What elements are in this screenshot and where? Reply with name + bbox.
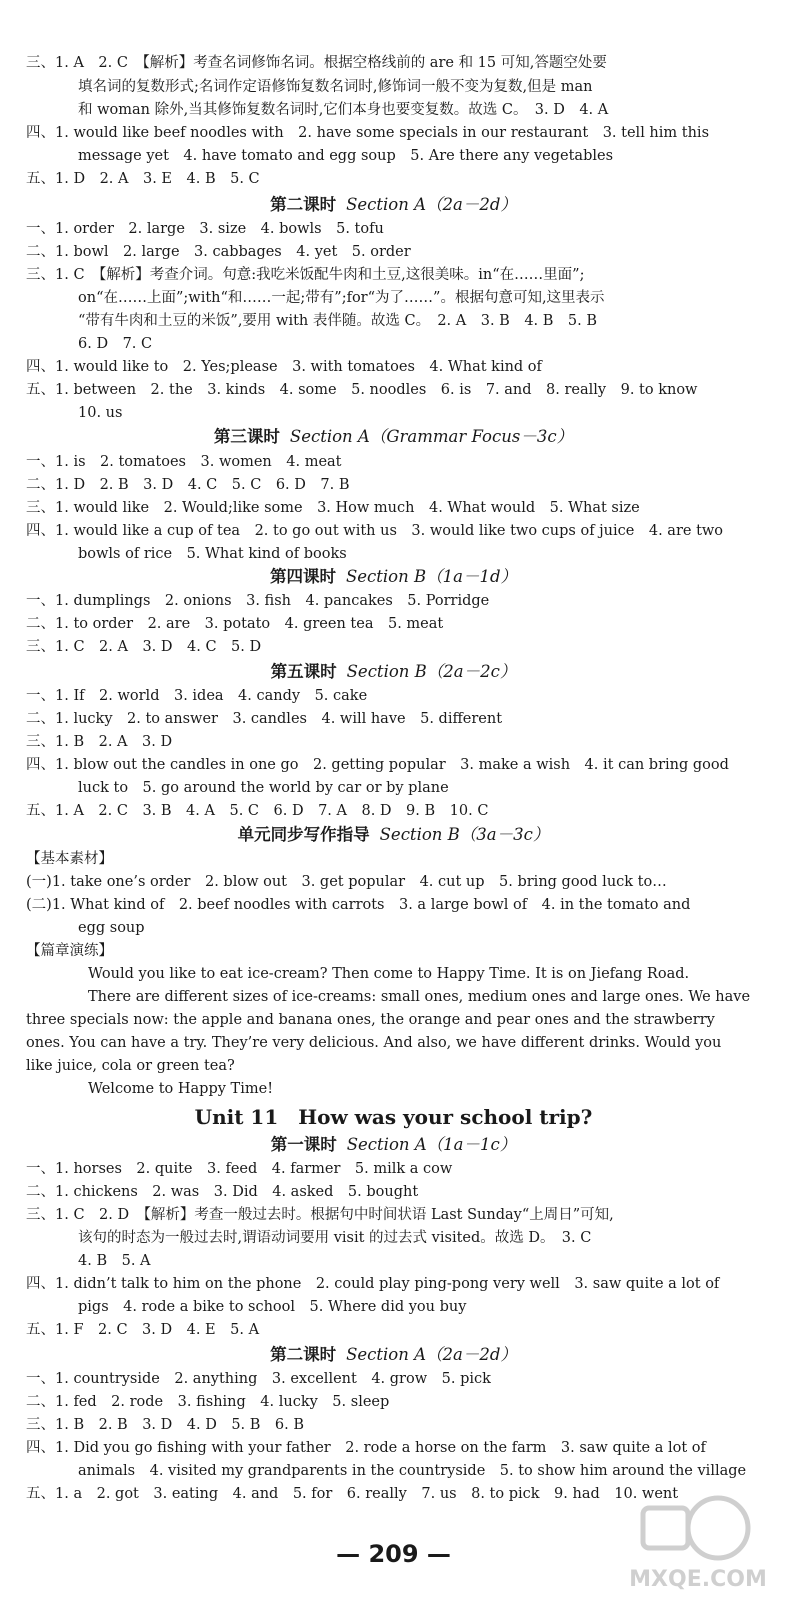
answer-line: 五、1. a 2. got 3. eating 4. and 5. for 6. really 7. us 8. to pick 9. had 10. went	[26, 1486, 679, 1502]
watermark-logo	[623, 1478, 773, 1596]
answer-line: 一、1. countryside 2. anything 3. excellent 4. grow 5. pick	[26, 1371, 491, 1387]
lesson-section: Section A（Grammar Focus－3c）	[289, 427, 574, 446]
lesson-title: 第四课时	[269, 567, 336, 586]
answer-line: 四、1. would like beef noodles with 2. have some specials in our restaurant 3. tell him this	[26, 125, 710, 141]
lesson-title: 第五课时	[270, 662, 337, 681]
answer-line: animals 4. visited my grandparents in the countryside 5. to show him around the village	[78, 1463, 747, 1479]
answer-line: 五、1. A 2. C 3. B 4. A 5. C 6. D 7. A 8. D 9. B 10. C	[26, 803, 489, 819]
answer-line: (二)1. What kind of 2. beef noodles with carrots 3. a large bowl of 4. in the tomato and	[26, 897, 691, 913]
lesson-section: Section A（1a－1c）	[346, 1135, 517, 1154]
lesson-section: Section A（2a－2d）	[346, 195, 517, 214]
lesson-title: 第三课时	[213, 427, 280, 446]
watermark-text: MXQE.COM	[629, 1567, 767, 1592]
answer-line: “带有牛肉和土豆的米饭”,要用 with 表伴随。故选 C。 2. A 3. B 4. B 5. B	[78, 313, 598, 329]
answer-line: (一)1. take one’s order 2. blow out 3. get popular 4. cut up 5. bring good luck to…	[26, 874, 667, 890]
answer-line: 一、1. is 2. tomatoes 3. women 4. meat	[26, 454, 342, 470]
answer-line: 二、1. bowl 2. large 3. cabbages 4. yet 5. order	[26, 244, 411, 260]
answer-line: 填名词的复数形式;名词作定语修饰复数名词时,修饰词一般不变为复数,但是 man	[78, 79, 593, 95]
answer-line: 一、1. dumplings 2. onions 3. fish 4. pancakes 5. Porridge	[26, 593, 490, 609]
answer-line: 10. us	[78, 405, 123, 421]
lesson-title: 第二课时	[270, 1345, 337, 1364]
lesson-section: Section B（2a－2c）	[346, 662, 517, 681]
answer-line: on“在……上面”;with“和……一起;带有”;for“为了……”。根据句意可知,这里表示	[78, 290, 605, 306]
answer-line: 该句的时态为一般过去时,谓语动词要用 visit 的过去式 visited。故选 D。 3. C	[78, 1230, 592, 1246]
lesson-section: Section A（2a－2d）	[346, 1345, 517, 1364]
answer-line: 三、1. B 2. A 3. D	[26, 734, 173, 750]
lesson-title: 单元同步写作指导	[237, 825, 370, 844]
answer-line: 五、1. between 2. the 3. kinds 4. some 5. noodles 6. is 7. and 8. really 9. to know	[26, 382, 698, 398]
answer-line: 三、1. B 2. B 3. D 4. D 5. B 6. B	[26, 1417, 305, 1433]
essay-line: Welcome to Happy Time!	[88, 1081, 274, 1097]
answer-line: 二、1. chickens 2. was 3. Did 4. asked 5. bought	[26, 1184, 419, 1200]
answer-line: 三、1. A 2. C 【解析】考查名词修饰名词。根据空格线前的 are 和 15 可知,答题空处要	[26, 55, 607, 71]
answer-line: 三、1. C 【解析】考查介词。句意:我吃米饭配牛肉和土豆,这很美味。in“在……里面”;	[26, 267, 585, 283]
lesson-heading	[0, 1342, 787, 1368]
answer-line: 四、1. would like to 2. Yes;please 3. with tomatoes 4. What kind of	[26, 359, 542, 375]
lesson-heading	[0, 1132, 787, 1158]
answer-line: 二、1. D 2. B 3. D 4. C 5. C 6. D 7. B	[26, 477, 350, 493]
lesson-section: Section B（3a－3c）	[379, 825, 550, 844]
answer-line: bowls of rice 5. What kind of books	[78, 546, 347, 562]
answer-line: 二、1. lucky 2. to answer 3. candles 4. will have 5. different	[26, 711, 503, 727]
answer-line: 四、1. didn’t talk to him on the phone 2. could play ping-pong very well 3. saw quite a lot of	[26, 1276, 720, 1292]
section-label: 【篇章演练】	[26, 943, 113, 959]
essay-line: three specials now: the apple and banana ones, the orange and pear ones and the strawberry	[26, 1012, 715, 1028]
answer-line: 五、1. F 2. C 3. D 4. E 5. A	[26, 1322, 260, 1338]
lesson-heading	[0, 822, 787, 848]
answer-line: luck to 5. go around the world by car or by plane	[78, 780, 449, 796]
answer-line: 和 woman 除外,当其修饰复数名词时,它们本身也要变复数。故选 C。 3. D 4. A	[78, 102, 609, 118]
lesson-heading	[0, 659, 787, 685]
answer-line: 五、1. D 2. A 3. E 4. B 5. C	[26, 171, 260, 187]
answer-line: 四、1. blow out the candles in one go 2. getting popular 3. make a wish 4. it can bring good	[26, 757, 729, 773]
answer-line: 四、1. Did you go fishing with your father 2. rode a horse on the farm 3. saw quite a lot of	[26, 1440, 706, 1456]
lesson-title: 第一课时	[270, 1135, 337, 1154]
answer-line: 二、1. fed 2. rode 3. fishing 4. lucky 5. sleep	[26, 1394, 390, 1410]
answer-line: 一、1. order 2. large 3. size 4. bowls 5. tofu	[26, 221, 384, 237]
answer-line: pigs 4. rode a bike to school 5. Where did you buy	[78, 1299, 467, 1315]
answer-line: 三、1. C 2. A 3. D 4. C 5. D	[26, 639, 262, 655]
essay-line: ones. You can have a try. They’re very delicious. And also, we have different drinks. Would you	[26, 1035, 722, 1051]
lesson-heading	[0, 192, 787, 218]
essay-line: There are different sizes of ice-creams: small ones, medium ones and large ones. We have	[88, 989, 751, 1005]
lesson-title: 第二课时	[270, 195, 337, 214]
answer-line: 三、1. C 2. D 【解析】考查一般过去时。根据句中时间状语 Last Sunday“上周日”可知,	[26, 1207, 614, 1223]
lesson-section: Section B（1a－1d）	[345, 567, 518, 586]
answer-line: 四、1. would like a cup of tea 2. to go out with us 3. would like two cups of juice 4. are two	[26, 523, 724, 539]
page-number: — 209 —	[336, 1540, 451, 1568]
answer-line: 二、1. to order 2. are 3. potato 4. green tea 5. meat	[26, 616, 444, 632]
answer-line: message yet 4. have tomato and egg soup 5. Are there any vegetables	[78, 148, 614, 164]
lesson-heading	[0, 424, 787, 450]
section-label: 【基本素材】	[26, 851, 113, 867]
answer-line: egg soup	[78, 920, 145, 936]
lesson-heading	[0, 564, 787, 590]
answer-line: 6. D 7. C	[78, 336, 153, 352]
answer-line: 一、1. If 2. world 3. idea 4. candy 5. cake	[26, 688, 368, 704]
answer-line: 三、1. would like 2. Would;like some 3. How much 4. What would 5. What size	[26, 500, 640, 516]
unit-title: Unit 11 How was your school trip?	[194, 1105, 593, 1129]
essay-line: Would you like to eat ice-cream? Then come to Happy Time. It is on Jiefang Road.	[88, 966, 690, 982]
essay-line: like juice, cola or green tea?	[26, 1058, 235, 1074]
answer-line: 一、1. horses 2. quite 3. feed 4. farmer 5. milk a cow	[26, 1161, 453, 1177]
answer-line: 4. B 5. A	[78, 1253, 151, 1269]
